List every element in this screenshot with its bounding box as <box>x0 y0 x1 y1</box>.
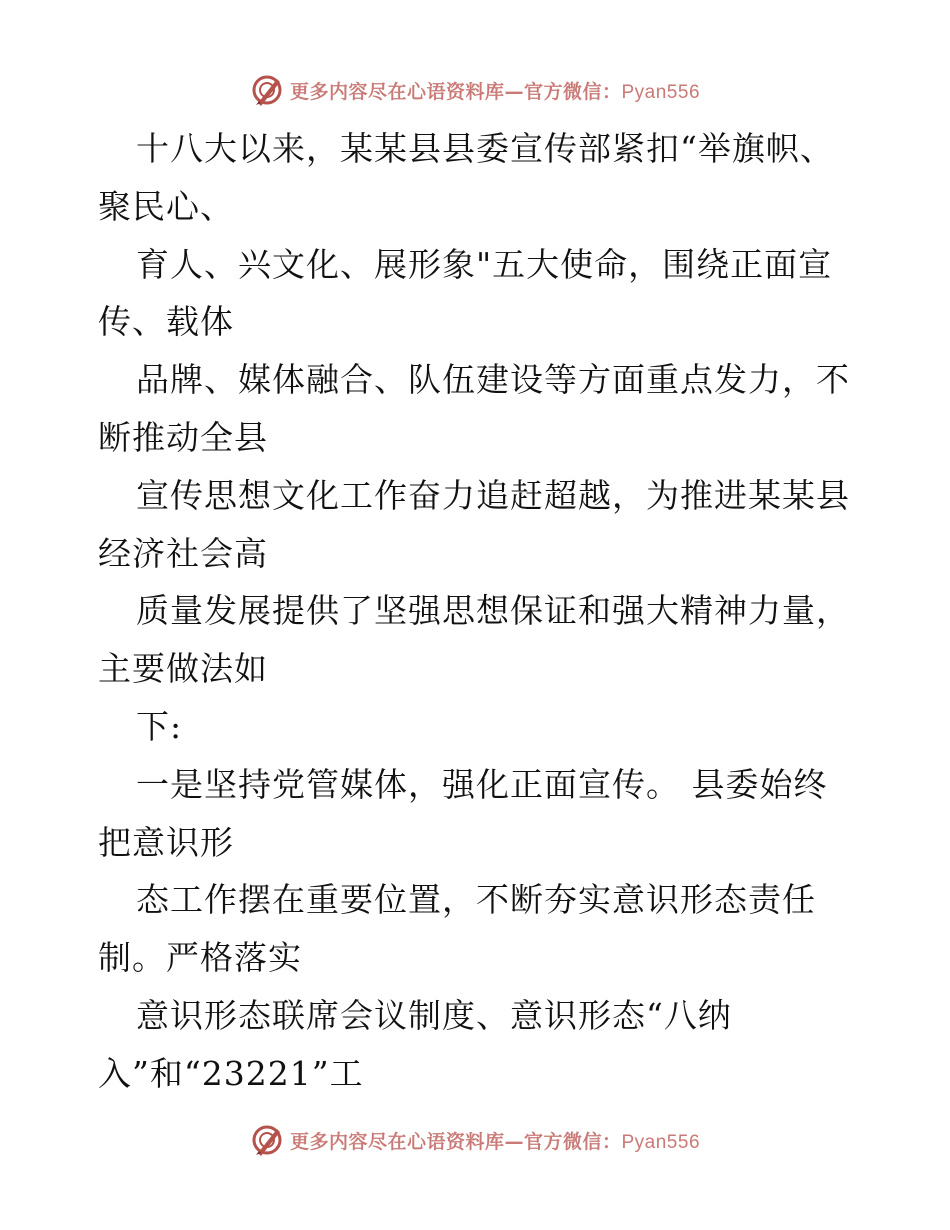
body-line: 聚民心、 <box>98 186 234 226</box>
body-line: 断推动全县 <box>98 417 268 457</box>
header-banner-wechat-id: Pyan556 <box>621 81 701 103</box>
document-body <box>98 120 858 1103</box>
body-line: 传、载体 <box>98 302 234 342</box>
footer-banner-text <box>290 1127 700 1154</box>
header-banner-label: 更多内容尽在心语资料库—官方微信： <box>289 80 622 103</box>
body-line: 宣传思想文化工作奋力追赶超越，为推进某某县 <box>136 475 850 515</box>
body-line: 意识形态联席会议制度、意识形态“八纳 <box>136 995 732 1035</box>
body-line: 品牌、媒体融合、队伍建设等方面重点发力，不 <box>136 360 850 400</box>
footer-banner-wechat-id: Pyan556 <box>621 1131 701 1153</box>
body-line: 育人、兴文化、展形象"五大使命，围绕正面宣 <box>136 244 833 284</box>
body-line: 一是坚持党管媒体，强化正面宣传。 县委始终 <box>136 764 828 804</box>
body-line: 质量发展提供了坚强思想保证和强大精神力量， <box>136 591 850 631</box>
body-line: 入”和“23221”工 <box>98 1053 364 1093</box>
body-line: 把意识形 <box>98 822 234 862</box>
footer-banner-label: 更多内容尽在心语资料库—官方微信： <box>289 1130 622 1153</box>
body-line: 下: <box>136 706 183 746</box>
brand-logo-icon <box>250 1123 284 1157</box>
header-banner <box>0 70 950 110</box>
body-line: 态工作摆在重要位置，不断夯实意识形态责任 <box>136 880 816 920</box>
header-banner-text <box>290 77 700 104</box>
body-line: 主要做法如 <box>98 649 268 689</box>
footer-banner <box>0 1120 950 1160</box>
body-line: 制。严格落实 <box>98 938 302 978</box>
body-line: 经济社会高 <box>98 533 268 573</box>
brand-logo-icon <box>250 73 284 107</box>
body-line: 十八大以来，某某县县委宣传部紧扣“举旗帜、 <box>136 129 834 168</box>
